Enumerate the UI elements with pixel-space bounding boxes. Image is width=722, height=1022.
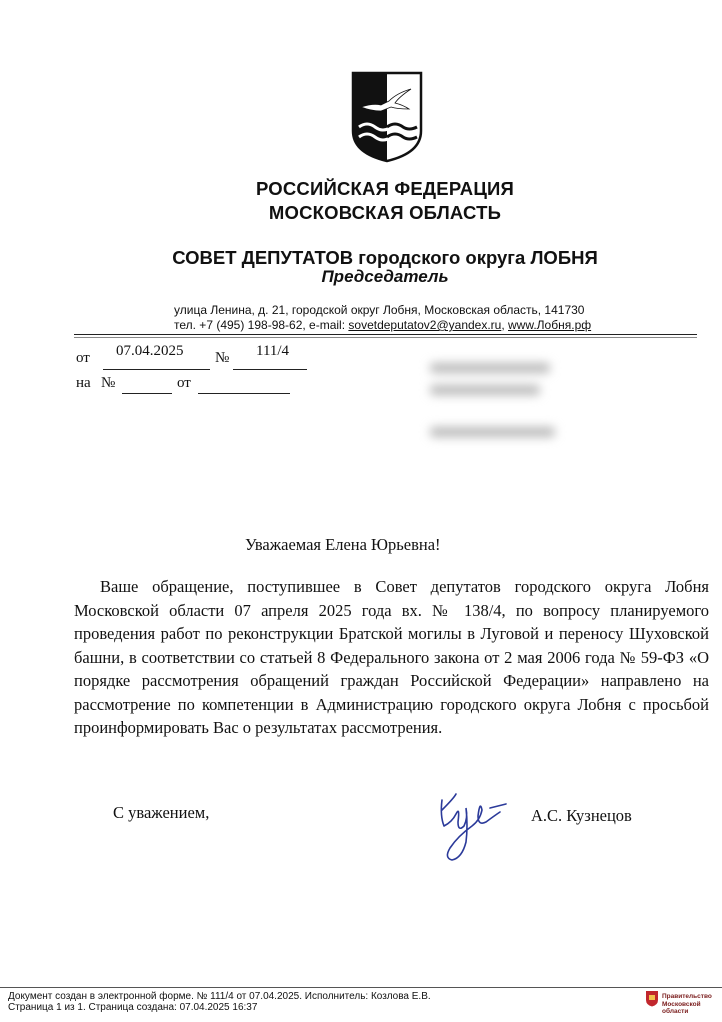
website-link[interactable]: www.Лобня.рф	[508, 318, 592, 332]
header-region: МОСКОВСКАЯ ОБЛАСТЬ	[268, 202, 502, 223]
signer-name: А.С. Кузнецов	[531, 806, 632, 825]
footer-doc-info: Документ создан в электронной форме. № 111/4 от 07.04.2025. Исполнитель: Козлова Е.В.	[8, 991, 431, 1002]
reg-number: 111/4	[256, 343, 290, 359]
reg-to-date-underline	[198, 393, 290, 394]
reg-number-underline	[233, 369, 307, 370]
moscow-region-emblem-icon	[645, 990, 659, 1007]
council-name-bold: СОВЕТ ДЕПУТАТОВ	[172, 247, 354, 268]
header-council	[24, 247, 722, 269]
reg-date: 07.04.2025	[116, 343, 184, 359]
header-position: Председатель	[321, 267, 449, 286]
address-line: улица Ленина, д. 21, городской округ Лобня, Московская область, 141730	[174, 303, 585, 317]
letter-paragraph: Ваше обращение, поступившее в Совет депутатов городского округа Лобня Московской области 07 апреля 2025 года вх. № 138/4, по вопросу планируемого проведения работ по реконструкции Братской могилы в Луговой и переносу Шуховской башни, в соответствии со статьей 8 Федерального закона от 2 мая 2006 года № 59-ФЗ «О порядке рассмотрения обращений граждан Российской Федерации» направлено на рассмотрение по компетенции в Администрацию городского округа Лобня с просьбой проинформировать Вас о результатах рассмотрения.	[74, 577, 709, 737]
phone-text: тел. +7 (495) 198-98-62, e-mail:	[174, 318, 349, 332]
reg-from-label: от	[76, 350, 90, 366]
reg-number-sign: №	[215, 350, 230, 366]
header-country: РОССИЙСКАЯ ФЕДЕРАЦИЯ	[255, 178, 515, 199]
reg-to-label: на	[76, 375, 91, 391]
header-divider-thin	[74, 337, 697, 338]
gov-caption-line2: Московской области	[662, 1000, 701, 1015]
letter-body	[74, 575, 709, 740]
greeting: Уважаемая Елена Юрьевна!	[245, 535, 441, 554]
footer-page-info: Страница 1 из 1. Страница создана: 07.04.2025 16:37	[8, 1002, 258, 1013]
council-name-rest: городского округа ЛОБНЯ	[353, 247, 598, 268]
contact-line	[174, 318, 591, 332]
reg-to-number-sign: №	[101, 375, 116, 391]
footer-divider	[0, 987, 722, 988]
gov-caption	[662, 993, 722, 1016]
header-divider	[74, 334, 697, 335]
reg-to-number-underline	[122, 393, 172, 394]
closing: С уважением,	[113, 803, 210, 822]
coat-of-arms-emblem-icon	[351, 71, 423, 163]
contact-separator: ,	[501, 318, 509, 332]
handwritten-signature-icon	[432, 786, 524, 864]
redacted-recipient	[425, 355, 575, 450]
reg-to-from-label: от	[177, 375, 191, 391]
email-link[interactable]: sovetdeputatov2@yandex.ru	[348, 318, 502, 332]
reg-date-underline	[103, 369, 210, 370]
gov-caption-line1: Правительство	[662, 993, 712, 1000]
